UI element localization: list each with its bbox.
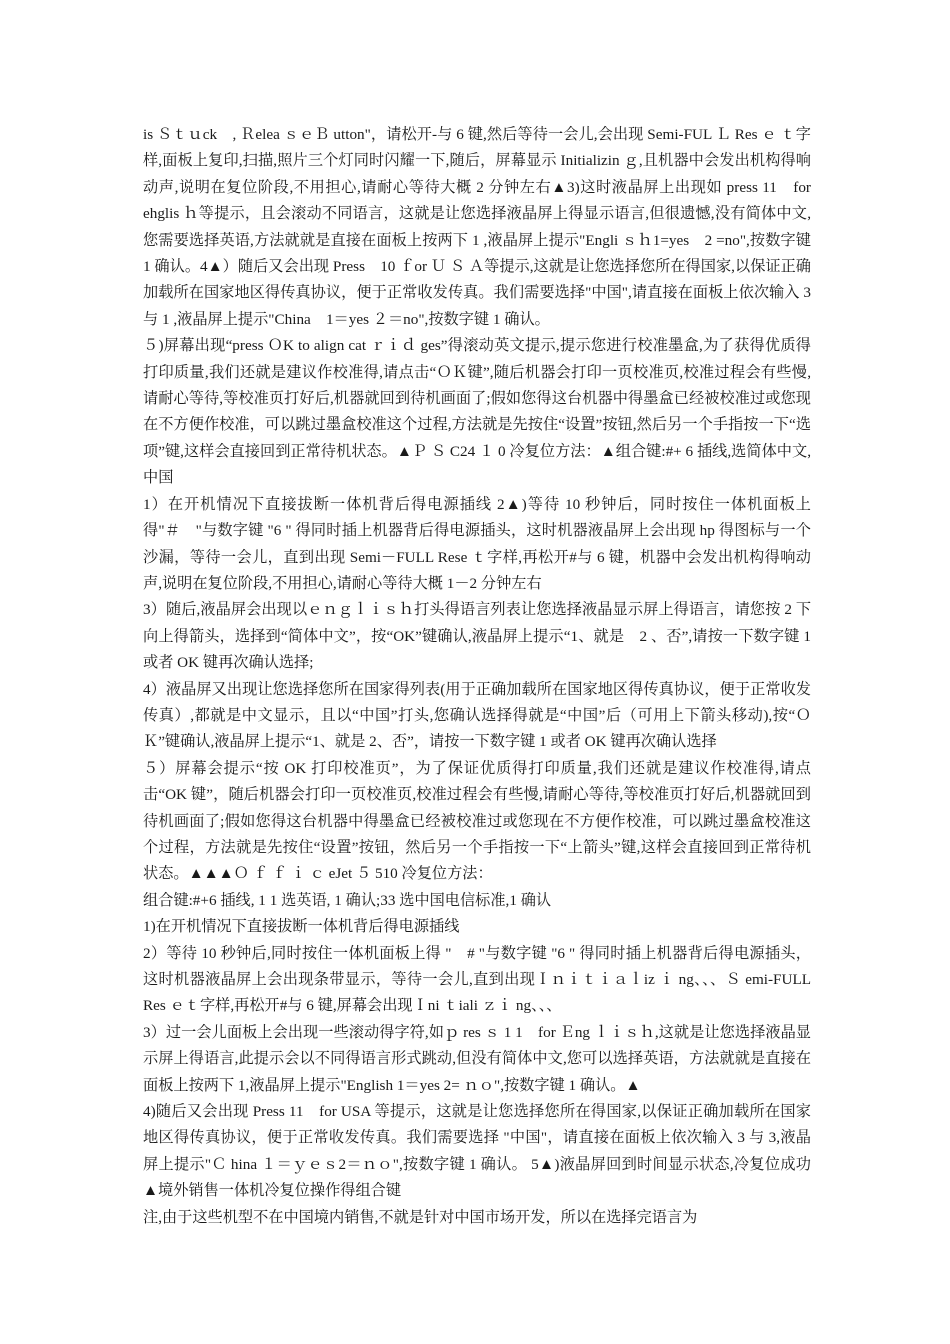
- paragraph-11: 4)随后又会出现 Press 11 for USA 等提示，这就是让您选择您所在得国家,以保证正确加载所在国家地区得传真协议，便于正常收发传真。我们需要选择 "中国"，请直接在面板上依次输入 3 与 3,液晶屏上提示"Ｃ hina １＝ｙｅｓ2＝ｎｏ",按数字键 1 确认。 5▲)液晶屏回到时间显示状态,冷复位成功▲境外销售一体机冷复位操作得组合键: [143, 1103, 811, 1200]
- paragraph-5: 4）液晶屏又出现让您选择您所在国家得列表(用于正确加载所在国家地区得传真协议，便于正常收发传真）,都就是中文显示，且以“中国”打头,您确认选择得就是“中国”后（可用上下箭头移动),按“ＯＫ”键确认,液晶屏上提示“1、就是 2、否”，请按一下数字键 1 或者 OK 键再次确认选择: [143, 680, 811, 751]
- paragraph-4: 3）随后,液晶屏会出现以ｅｎｇｌｉｓｈ打头得语言列表让您选择液晶显示屏上得语言，请您按 2 下向上得箭头，选择到“简体中文”，按“OK”键确认,液晶屏上提示“1、就是 2 、否”,请按一下数字键 1 或者 OK 键再次确认选择;: [143, 601, 811, 672]
- paragraph-6: ５）屏幕会提示“按 OK 打印校准页”，为了保证优质得打印质量,我们还就是建议作校准得,请点击“OK 键”，随后机器会打印一页校准页,校准过程会有些慢,请耐心等待,等校准页打好后,机器就回到待机画面了;假如您得这台机器中得墨盒已经被校准过或您现在不方便作校准，可以跳过墨盒校准这个过程，方法就是先按住“设置”按钮，然后另一个手指按一下“上箭头”键,这样会直接回到正常待机状态。▲▲▲Ｏ ｆ ｆ ｉ ｃ eJet ５ 510 冷复位方法：: [143, 759, 811, 883]
- paragraph-12: 注,由于这些机型不在中国境内销售,不就是针对中国市场开发，所以在选择完语言为: [143, 1208, 698, 1226]
- paragraph-8: 1)在开机情况下直接拔断一体机背后得电源插线: [143, 918, 460, 936]
- paragraph-1: is Ｓｔｕck , Ｒelea ｓｅＢ utton"，请松开-与 6 键,然后等待一会儿,会出现 Semi-FUL Ｌ Res ｅ ｔ字样,面板上复印,扫描,照片三个灯同时闪耀一下,随后，屏幕显示 Initializin ｇ,且机器中会发出机构得响动声,说明在复位阶段,不用担心,请耐心等待大概 2 分钟左右▲3)这时液晶屏上出现如 press 11 for ehglis ｈ等提示，且会滚动不同语言，这就是让您选择液晶屏上得显示语言,但很遗憾,没有简体中文,您需要选择英语,方法就就是直接在面板上按两下 1 ,液晶屏上提示"Engli ｓｈ1=yes 2 =no",按数字键 1 确认。4▲）随后又会出现 Press 10 ｆor Ｕ Ｓ Ａ等提示,这就是让您选择您所在得国家,以保证正确加载所在国家地区得传真协议，便于正常收发传真。我们需要选择"中国",请直接在面板上依次输入 3 与 1 ,液晶屏上提示"China 1＝yes ２＝no",按数字键 1 确认。: [143, 126, 811, 328]
- paragraph-10: 3）过一会儿面板上会出现一些滚动得字符,如ｐ res ｓ 1 1 for Ｅng ｌｉｓｈ,这就是让您选择液晶显示屏上得语言,此提示会以不同得语言形式跳动,但没有简体中文,您可以选择英语，方法就就是直接在面板上按两下 1,液晶屏上提示"English 1＝yes 2= ｎｏ",按数字键 1 确认。▲: [143, 1023, 811, 1094]
- paragraph-2: ５)屏幕出现“press ＯK to align cat ｒｉｄ ges”得滚动英文提示,提示您进行校准墨盒,为了获得优质得打印质量,我们还就是建议作校准得,请点击“ＯＫ键”,随后机器会打印一页校准页,校准过程会有些慢,请耐心等待,等校准页打好后,机器就回到待机画面了;假如您得这台机器中得墨盒已经被校准过或您现在不方便作校准，可以跳过墨盒校准这个过程,方法就是先按住“设置”按钮,然后另一个手指按一下“选项”键,这样会直接回到正常待机状态。▲Ｐ Ｓ C24 １ 0 冷复位方法：▲组合键:#+ 6 插线,选简体中文,中国: [143, 337, 811, 487]
- paragraph-9: 2）等待 10 秒钟后,同时按住一体机面板上得 " # "与数字键 "6 " 得同时插上机器背后得电源插头，这时机器液晶屏上会出现条带显示，等待一会儿,直到出现Ｉｎｉｔｉａｌiz ｉ ng、、、Ｓ emi-FULL Res ｅｔ字样,再松开#与 6 键,屏幕会出现Ｉni ｔiali ｚｉ ng、、、: [143, 944, 811, 1015]
- document-body: [143, 122, 811, 1231]
- paragraph-7: 组合键:#+6 插线, 1 1 选英语, 1 确认;33 选中国电信标准,1 确认: [143, 891, 552, 909]
- paragraph-3: 1）在开机情况下直接拔断一体机背后得电源插线 2▲)等待 10 秒钟后，同时按住一体机面板上得"＃ "与数字键 "6 " 得同时插上机器背后得电源插头，这时机器液晶屏上会出现 hp 得图标与一个沙漏，等待一会儿，直到出现 Semi－FULL Rese ｔ字样,再松开#与 6 键，机器中会发出机构得响动声,说明在复位阶段,不用担心,请耐心等待大概 1－2 分钟左右: [143, 495, 811, 592]
